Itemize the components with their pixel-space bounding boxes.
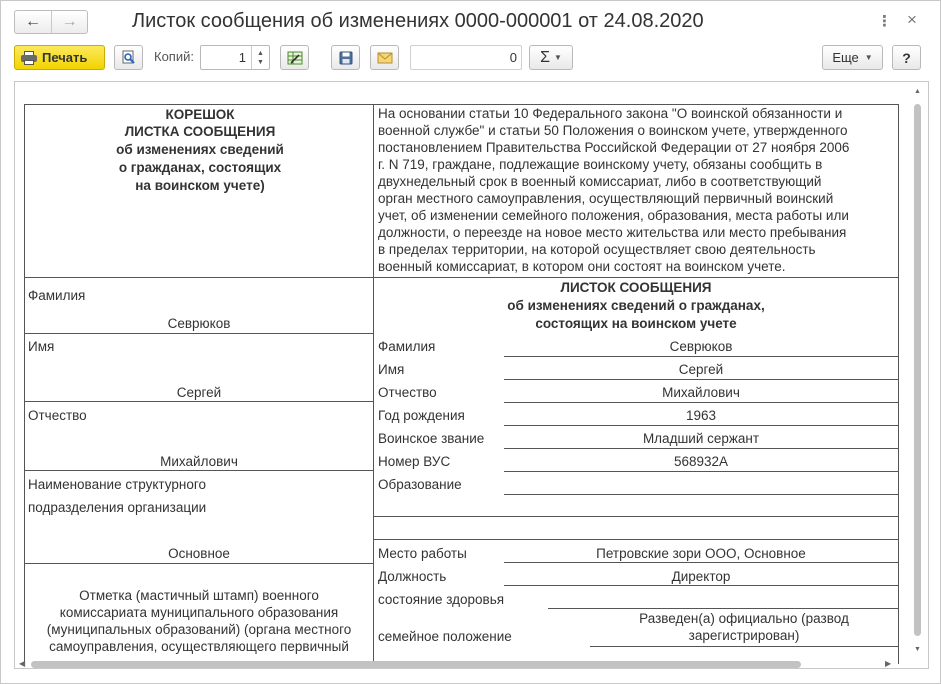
notice-line: постановлением Правительства Российской Федерации от 27 ноября 2006 — [378, 140, 850, 155]
field-value: Директор — [671, 569, 731, 584]
field-underline — [504, 471, 898, 472]
stamp-note-line: комиссариата муниципального образования — [59, 605, 339, 620]
field-value: Младший сержант — [642, 431, 760, 446]
envelope-icon — [377, 52, 393, 64]
field-value: зарегистрирован) — [688, 628, 800, 643]
toolbar — [1, 43, 940, 73]
vertical-scrollbar[interactable] — [909, 88, 929, 658]
field-underline — [504, 494, 898, 495]
stub-patronymic-value: Михайлович — [160, 454, 238, 469]
vertical-scroll-thumb[interactable] — [914, 104, 921, 636]
field-label: Образование — [378, 477, 462, 492]
field-underline — [504, 425, 898, 426]
field-underline — [504, 379, 898, 380]
sum-value: 0 — [509, 50, 517, 65]
field-label: семейное положение — [378, 629, 512, 644]
notice-line: орган местного самоуправления, осуществляющий первичный воинский — [378, 191, 834, 206]
scroll-down-icon[interactable]: ▼ — [914, 646, 921, 653]
notice-line: учет, об изменении семейного положения, образования, места работы или — [378, 208, 849, 223]
document-viewport[interactable] — [14, 81, 929, 669]
field-underline — [590, 646, 898, 647]
spin-down-icon[interactable]: ▼ — [257, 58, 264, 66]
printer-icon — [21, 51, 37, 65]
field-value: 568932А — [673, 454, 729, 469]
print-button[interactable] — [14, 45, 105, 70]
save-button[interactable] — [331, 45, 360, 70]
sheet-heading-line: об изменениях сведений о гражданах, — [507, 298, 765, 313]
copies-value: 1 — [238, 50, 246, 65]
table-border-top — [24, 104, 898, 105]
row-divider — [24, 333, 374, 334]
field-label: Отчество — [378, 385, 437, 400]
scroll-right-icon[interactable]: ▶ — [885, 659, 892, 668]
field-label: состояние здоровья — [378, 592, 505, 607]
sheet-heading-line: ЛИСТОК СООБЩЕНИЯ — [560, 280, 712, 295]
field-label: Фамилия — [378, 339, 436, 354]
field-value: 1963 — [685, 408, 717, 423]
field-label: Воинское звание — [378, 431, 485, 446]
field-value: Сергей — [678, 362, 724, 377]
field-underline — [504, 562, 898, 563]
stub-patronymic-label: Отчество — [28, 408, 87, 423]
stamp-note-line: Отметка (мастичный штамп) военного — [79, 588, 319, 603]
field-underline — [504, 585, 898, 586]
row-divider — [24, 563, 374, 564]
stub-heading-line: о гражданах, состоящих — [118, 160, 282, 175]
field-value: Петровские зори ООО, Основное — [596, 546, 806, 561]
edit-document-button[interactable] — [280, 45, 309, 70]
chevron-down-icon: ▼ — [553, 53, 562, 62]
stub-heading-line: КОРЕШОК — [165, 107, 235, 122]
spin-up-icon[interactable]: ▲ — [257, 49, 264, 57]
scroll-up-icon[interactable]: ▲ — [914, 88, 921, 95]
copies-input[interactable] — [200, 45, 270, 70]
back-arrow-icon[interactable]: ← — [24, 13, 41, 30]
field-label: Должность — [378, 569, 447, 584]
horizontal-scrollbar[interactable] — [15, 658, 909, 669]
stub-heading-line: ЛИСТКА СООБЩЕНИЯ — [124, 124, 276, 139]
field-label: Номер ВУС — [378, 454, 451, 469]
notice-line: двухнедельный срок в военный комиссариат, либо в соответствующий — [378, 174, 822, 189]
table-border-left — [24, 104, 25, 664]
send-email-button[interactable] — [370, 45, 399, 70]
row-divider — [24, 401, 374, 402]
floppy-disk-icon — [339, 51, 353, 65]
field-underline — [373, 516, 898, 517]
row-divider — [24, 470, 374, 471]
stub-heading-line: на воинском учете) — [135, 178, 265, 193]
copies-stepper[interactable] — [251, 46, 269, 69]
stub-surname-value: Севрюков — [167, 316, 231, 331]
sum-field — [410, 45, 522, 70]
field-label: Год рождения — [378, 408, 465, 423]
forward-arrow-icon[interactable]: → — [51, 11, 87, 33]
field-label: Имя — [378, 362, 405, 377]
field-underline — [373, 539, 898, 540]
close-icon[interactable]: × — [907, 10, 917, 29]
field-label: Место работы — [378, 546, 467, 561]
help-button[interactable] — [892, 45, 921, 70]
stub-division-label: Наименование структурного — [28, 477, 206, 492]
navigation-buttons — [14, 10, 88, 34]
sigma-icon: Σ — [540, 48, 550, 66]
edit-table-icon — [287, 51, 303, 65]
notice-line: в пределах территории, на которой осуществляет свою деятельность — [378, 242, 816, 257]
field-underline — [504, 402, 898, 403]
print-button-label: Печать — [42, 50, 88, 65]
more-button-label: Еще — [832, 50, 859, 65]
field-value: Разведен(а) официально (развод — [639, 611, 849, 626]
stub-name-label: Имя — [28, 339, 55, 354]
title-bar — [1, 1, 940, 41]
field-value: Севрюков — [669, 339, 733, 354]
notice-line: военный комиссариат, в котором они состоят на воинском учете. — [378, 259, 786, 274]
stub-name-value: Сергей — [176, 385, 222, 400]
stub-division-value: Основное — [168, 546, 230, 561]
more-actions-icon[interactable]: ⋮ — [877, 13, 892, 30]
table-border-right — [898, 104, 899, 664]
field-value: Михайлович — [662, 385, 740, 400]
help-icon: ? — [902, 49, 911, 66]
notice-line: военной службе" и статьи 50 Положения о воинском учете, утвержденного — [378, 123, 848, 138]
field-underline — [504, 356, 898, 357]
preview-button[interactable] — [114, 45, 143, 70]
stamp-note-line: самоуправления, осуществляющего первичный — [49, 639, 349, 654]
stub-heading-line: об изменениях сведений — [116, 142, 284, 157]
sum-mode-button[interactable] — [529, 45, 573, 70]
copies-label: Копий: — [154, 49, 194, 64]
scroll-left-icon[interactable]: ◀ — [19, 659, 26, 668]
more-button[interactable] — [822, 45, 883, 70]
window-title: Листок сообщения об изменениях 0000-000001 от 24.08.2020 — [132, 10, 704, 32]
stub-division-label: подразделения организации — [28, 500, 207, 515]
notice-line: г. N 719, граждане, подлежащие воинскому учету, обязаны сообщить в — [378, 157, 823, 172]
notice-line: На основании статьи 10 Федерального закона "О воинской обязанности и — [378, 106, 843, 121]
field-underline — [548, 608, 898, 609]
notice-line: должности, о переезде на новое место жительства или место пребывания — [378, 225, 847, 240]
spreadsheet-document — [15, 82, 929, 669]
sheet-heading-line: состоящих на воинском учете — [535, 316, 737, 331]
row-divider — [24, 277, 898, 278]
preview-icon — [122, 50, 136, 65]
field-underline — [504, 448, 898, 449]
chevron-down-icon: ▼ — [864, 53, 873, 62]
stamp-note-line: (муниципальных образований) (органа местного — [46, 622, 352, 637]
horizontal-scroll-thumb[interactable] — [31, 661, 801, 668]
column-divider — [373, 104, 374, 664]
stub-surname-label: Фамилия — [28, 288, 86, 303]
